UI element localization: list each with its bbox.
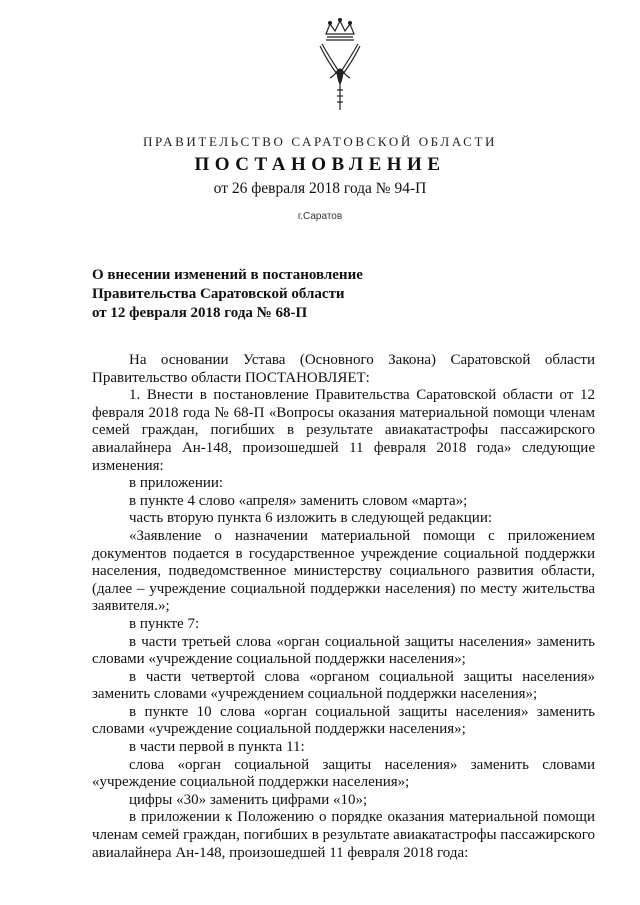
- paragraph-point-7: в пункте 7:: [129, 615, 200, 632]
- government-name: ПРАВИТЕЛЬСТВО САРАТОВСКОЙ ОБЛАСТИ: [143, 134, 497, 149]
- document-type-title: ПОСТАНОВЛЕНИЕ: [194, 154, 446, 175]
- decree-date-number: от 26 февраля 2018 года № 94-П: [213, 180, 427, 197]
- paragraph-point-6: часть вторую пункта 6 изложить в следующей редакции:: [129, 510, 493, 527]
- city-name: г.Саратов: [297, 211, 343, 222]
- coat-of-arms-emblem: [300, 18, 380, 118]
- paragraph-words-replace: слова «орган социальной защиты населения» заменить словами «учреждение социальной поддержки населения»;: [92, 756, 595, 791]
- paragraph-regulation-appendix: в приложении к Положению о порядке оказания материальной помощи членам семей граждан, погибших в результате авиакатастрофы пассажирского авиалайнера Ан-148, произошедшей 11 февраля 2018 года:: [92, 809, 595, 861]
- paragraph-point-4: в пункте 4 слово «апреля» заменить словом «марта»;: [129, 492, 468, 509]
- subject-line-3: от 12 февраля 2018 года № 68-П: [92, 305, 308, 321]
- paragraph-application-text: «Заявление о назначении материальной помощи с приложением документов подается в государственное учреждение социальной поддержки населения, подведомственное министерству социального развития области, (далее – учреждение социальной поддержки населения) по месту жительства заявителя.»;: [92, 527, 595, 615]
- subject-line-1: О внесении изменений в постановление: [92, 267, 363, 283]
- paragraph-point-10: в пункте 10 слова «орган социальной защиты населения» заменить словами «учреждение социальной поддержки населения»;: [92, 703, 595, 738]
- decree-body: [92, 352, 595, 862]
- paragraph-part-3: в части третьей слова «орган социальной защиты населения» заменить словами «учреждение социальной поддержки населения»;: [92, 633, 595, 668]
- decree-subject: [92, 266, 363, 323]
- paragraph-in-appendix: в приложении:: [129, 475, 224, 492]
- paragraph-digits-replace: цифры «30» заменить цифрами «10»;: [129, 791, 368, 808]
- paragraph-point-11: в части первой в пункта 11:: [129, 739, 305, 756]
- paragraph-part-4: в части четвертой слова «органом социальной защиты населения» заменить словами «учреждением социальной поддержки населения»;: [92, 668, 595, 703]
- paragraph-item-1: 1. Внести в постановление Правительства Саратовской области от 12 февраля 2018 года № 68-П «Вопросы оказания материальной помощи членам семей граждан, погибших в результате авиакатастрофы пассажирского авиалайнера Ан-148, произошедшей 11 февраля 2018 года» следующие изменения:: [92, 387, 595, 474]
- paragraph-basis: На основании Устава (Основного Закона) Саратовской области Правительство области ПОСТАНОВЛЯЕТ:: [92, 352, 595, 386]
- subject-line-2: Правительства Саратовской области: [92, 286, 345, 302]
